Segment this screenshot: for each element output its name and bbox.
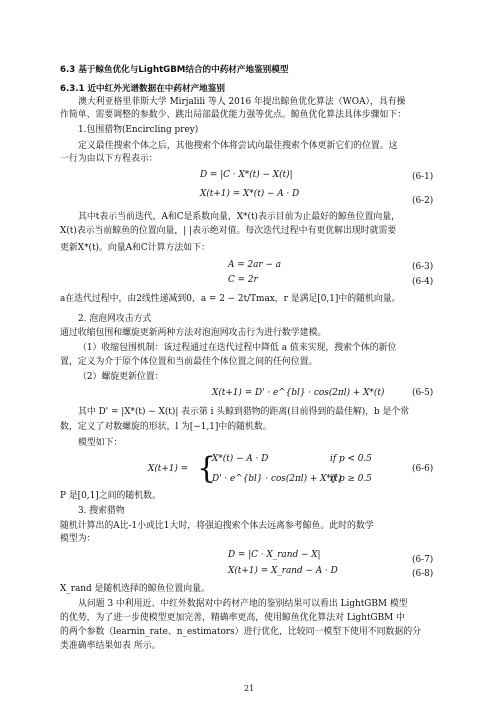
equation-6-6-case1: X*(t) − A · D	[212, 454, 269, 464]
paragraph-line: 其中 D' = |X*(t) − X(t)| 表示第 i 头鲸到猎物的距离(目前得到的最佳解)，b 是个常	[78, 407, 410, 417]
equation-6-4: C = 2r	[228, 275, 258, 285]
paragraph-line: X(t)表示当前鲸鱼的位置向量，| |表示绝对值。每次迭代过程中有更优解出现时就需要	[60, 226, 397, 236]
paragraph-line: 随机计算出的A比-1小或比1大时，将强迫搜索个体去远离参考鲸鱼。此时的数学	[60, 521, 374, 531]
paragraph-line: 类准确率结果如表 所示。	[60, 641, 161, 651]
paragraph-line: （1）收缩包围机制：该过程通过在迭代过程中降低 a 值来实现，搜索个体的新位	[78, 343, 397, 353]
equation-number: (6-5)	[412, 388, 434, 398]
paragraph-line: 的优势，为了进一步使模型更加完善，精确率更高，使用鲸鱼优化算法对 LightGBM 中	[60, 613, 405, 623]
equation-number: (6-7)	[412, 555, 434, 565]
equation-6-6-case2: D' · e^{bl} · cos(2πl) + X*(t)	[212, 474, 342, 484]
paragraph-line: 澳大利亚格里菲斯大学 Mirjalili 等人 2016 年提出鲸鱼优化算法（WOA），具有操	[78, 97, 406, 107]
equation-6-6-cond2: if p ≥ 0.5	[330, 474, 372, 484]
step-title: 1.包围猎物(Encircling prey)	[78, 125, 199, 135]
paragraph-line: 通过收缩包围和螺旋更新两种方法对泡泡网攻击行为进行数学建模。	[60, 328, 327, 338]
equation-number: (6-6)	[412, 464, 434, 474]
paragraph-line: a在迭代过程中，由2线性递减到0，a = 2 − 2t/Tmax，r 是满足[0,1]中的随机向量。	[60, 294, 401, 304]
paragraph-line: 定义最佳搜索个体之后，其他搜索个体将尝试向最佳搜索个体更新它们的位置。这	[78, 141, 398, 151]
paragraph-line: 模型如下：	[78, 438, 123, 448]
step-title: 2. 泡泡网攻击方式	[78, 314, 152, 324]
page-number: 21	[244, 684, 255, 693]
paragraph-line: 的两个参数（learnin_rate、n_estimators）进行优化，比较同一模型下使用不同数据的分	[60, 627, 421, 637]
equation-6-6-lhs: X(t+1) =	[148, 464, 189, 474]
equation-number: (6-1)	[412, 172, 434, 182]
left-brace: {	[197, 451, 217, 486]
equation-number: (6-3)	[412, 262, 434, 272]
paragraph-line: 置，定义为介于原个体位置和当前最佳个体位置之间的任何位置。	[60, 357, 318, 367]
paragraph-line: 模型为：	[60, 534, 96, 544]
paragraph-line: 更新X*(t)。向量A和C计算方法如下：	[60, 243, 210, 253]
equation-6-2: X(t+1) = X*(t) − A · D	[200, 189, 300, 199]
subsection-heading: 6.3.1 近中红外光谱数据在中药材产地鉴别	[60, 84, 225, 94]
equation-6-8: X(t+1) = X_rand − A · D	[228, 566, 338, 576]
equation-6-6-cond1: if p < 0.5	[330, 454, 372, 464]
paragraph-line: 其中t表示当前迭代，A和C是系数向量，X*(t)表示目前为止最好的鲸鱼位置向量，	[78, 212, 401, 222]
paragraph-line: 从问题 3 中利用近、中红外数据对中药材产地的鉴别结果可以看出 LightGBM 模型	[78, 599, 408, 609]
equation-6-1: D = |C · X*(t) − X(t)|	[200, 170, 293, 180]
paragraph-line: 一行为由以下方程表示：	[60, 154, 158, 164]
section-heading: 6.3 基于鲸鱼优化与LightGBM结合的中药材产地鉴别模型	[60, 65, 289, 75]
equation-number: (6-2)	[412, 196, 434, 206]
equation-6-3: A = 2ar − a	[228, 260, 282, 270]
equation-6-5: X(t+1) = D' · e^{bl} · cos(2πl) + X*(t)	[212, 388, 385, 398]
paragraph-line: X_rand 是随机选择的鲸鱼位置向量。	[60, 584, 210, 594]
paragraph-line: 作简单、需要调整的参数少、跳出局部最优能力强等优点。鲸鱼优化算法具体步骤如下：	[60, 110, 407, 120]
equation-6-7: D = |C · X_rand − X|	[228, 550, 321, 560]
paragraph-line: （2）螺旋更新位置：	[78, 372, 164, 382]
step-title: 3. 搜索猎物	[78, 506, 125, 516]
equation-number: (6-8)	[412, 569, 434, 579]
paragraph-line: P 是[0,1]之间的随机数。	[60, 491, 161, 501]
equation-number: (6-4)	[412, 277, 434, 287]
paragraph-line: 数，定义了对数螺旋的形状，l 为[−1,1]中的随机数。	[60, 422, 272, 432]
